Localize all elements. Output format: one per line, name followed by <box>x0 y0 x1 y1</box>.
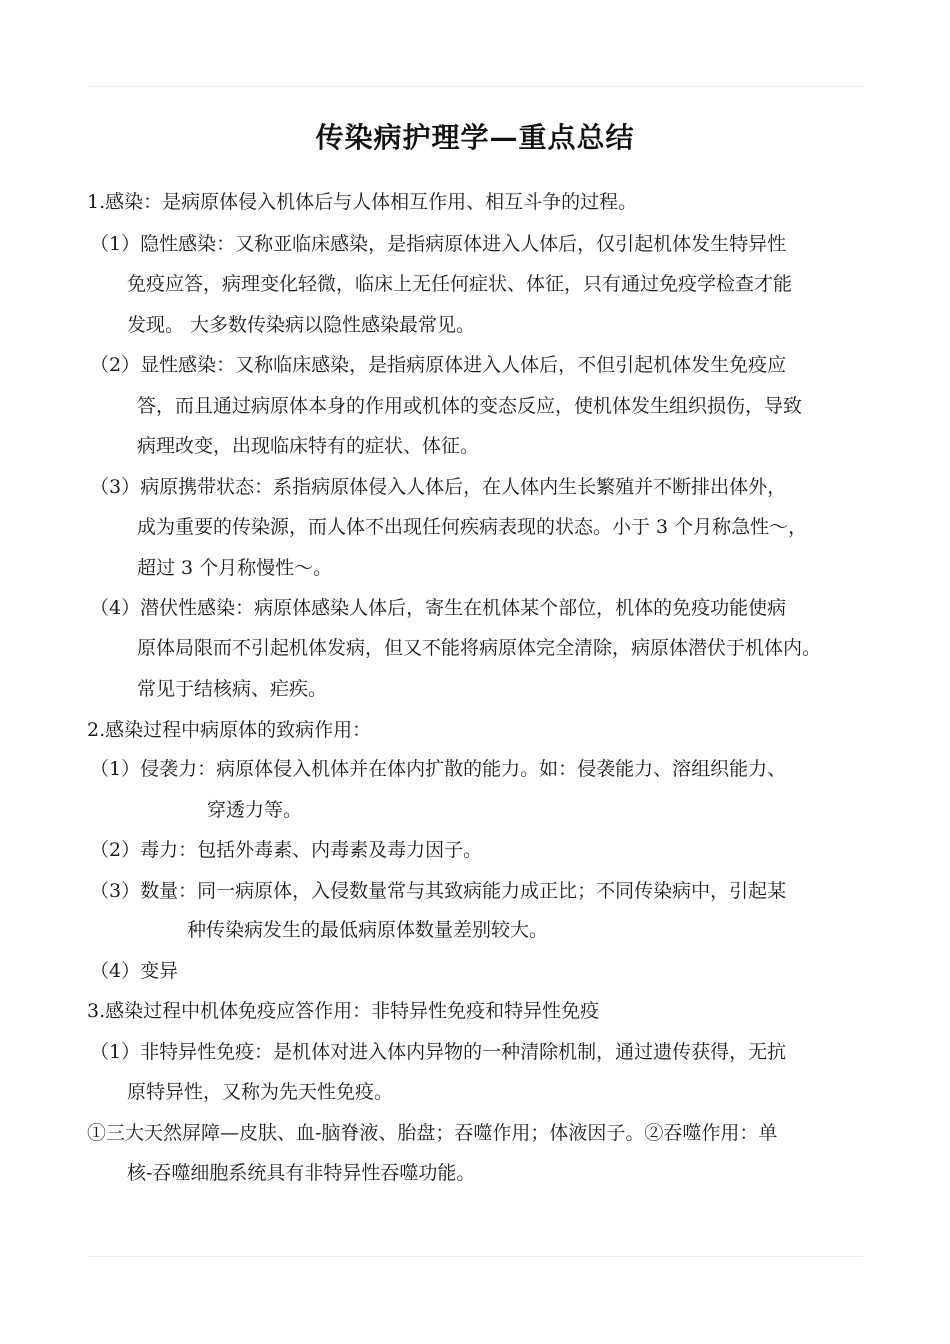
item-1-2-line-2: 答，而且通过病原体本身的作用或机体的变态反应，使机体发生组织损伤，导致 <box>137 395 803 417</box>
item-1-4-line-2: 原体局限而不引起机体发病，但又不能将病原体完全清除，病原体潜伏于机体内。 <box>137 637 822 659</box>
item-2-2-line-1: （2）毒力：包括外毒素、内毒素及毒力因子。 <box>90 839 483 861</box>
item-1-1-line-3: 发现。 大多数传染病以隐性感染最常见。 <box>127 314 476 336</box>
item-1-3-line-3: 超过 3 个月称慢性～。 <box>137 557 333 579</box>
item-1-1-line-2: 免疫应答，病理变化轻微，临床上无任何症状、体征，只有通过免疫学检查才能 <box>127 273 793 295</box>
item-3-1-detail-line-2: 核-吞噬细胞系统具有非特异性吞噬功能。 <box>127 1162 476 1184</box>
item-2-3-line-1: （3）数量：同一病原体，入侵数量常与其致病能力成正比；不同传染病中，引起某 <box>90 880 787 902</box>
item-1-4-line-3: 常见于结核病、疟疾。 <box>137 678 328 700</box>
item-1-1-line-1: （1）隐性感染：又称亚临床感染，是指病原体进入人体后，仅引起机体发生特异性 <box>90 233 787 255</box>
section-1-heading: 1.感染：是病原体侵入机体后与人体相互作用、相互斗争的过程。 <box>87 191 638 213</box>
bottom-divider <box>88 1256 863 1257</box>
item-2-1-line-1: （1）侵袭力：病原体侵入机体并在体内扩散的能力。如：侵袭能力、溶组织能力、 <box>90 758 787 780</box>
item-3-1-detail-line-1: ①三大天然屏障—皮肤、血-脑脊液、胎盘；吞噬作用；体液因子。②吞噬作用：单 <box>87 1122 778 1144</box>
section-3-heading: 3.感染过程中机体免疫应答作用：非特异性免疫和特异性免疫 <box>87 1000 600 1022</box>
item-3-1-line-1: （1）非特异性免疫：是机体对进入体内异物的一种清除机制，通过遗传获得，无抗 <box>90 1041 787 1063</box>
item-1-2-line-1: （2）显性感染：又称临床感染，是指病原体进入人体后，不但引起机体发生免疫应 <box>90 354 787 376</box>
item-2-1-line-2: 穿透力等。 <box>207 799 303 821</box>
item-1-3-line-2: 成为重要的传染源，而人体不出现任何疾病表现的状态。小于 3 个月称急性～， <box>137 516 808 538</box>
item-2-3-line-2: 种传染病发生的最低病原体数量差别较大。 <box>187 919 549 941</box>
item-1-3-line-1: （3）病原携带状态：系指病原体侵入人体后，在人体内生长繁殖并不断排出体外， <box>90 476 787 498</box>
item-2-4-line-1: （4）变异 <box>90 960 179 982</box>
section-2-heading: 2.感染过程中病原体的致病作用： <box>87 719 372 741</box>
page-title: 传染病护理学—重点总结 <box>315 121 635 154</box>
top-divider <box>88 86 863 87</box>
item-1-2-line-3: 病理改变，出现临床特有的症状、体征。 <box>137 435 480 457</box>
item-1-4-line-1: （4）潜伏性感染：病原体感染人体后，寄生在机体某个部位，机体的免疫功能使病 <box>90 597 787 619</box>
item-3-1-line-2: 原特异性，又称为先天性免疫。 <box>127 1081 394 1103</box>
